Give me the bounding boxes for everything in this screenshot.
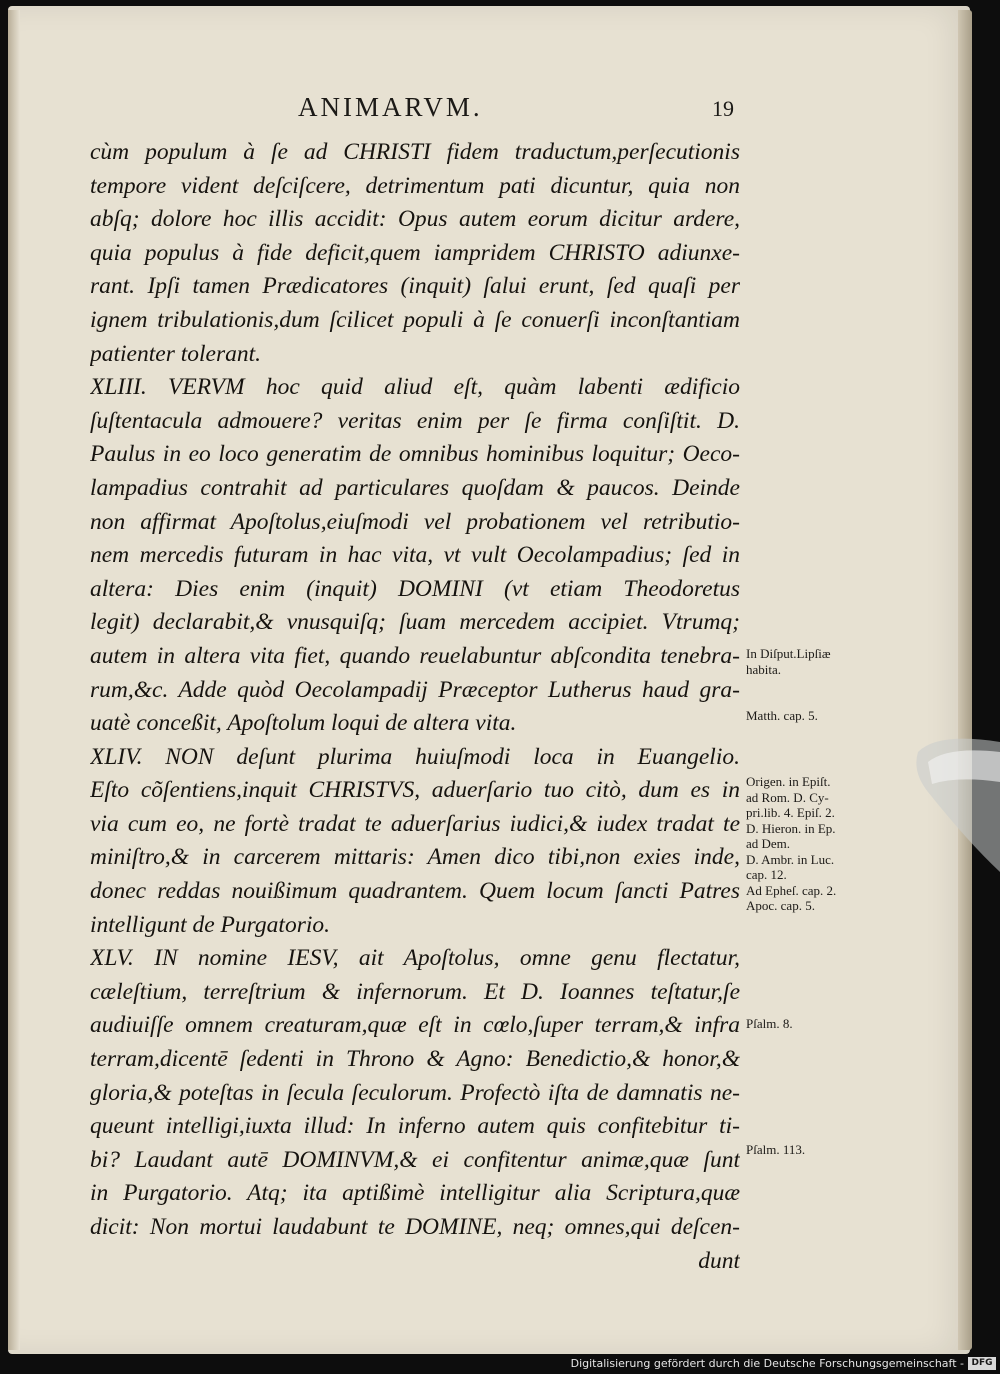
- text-line: XLV. IN nomine IESV, ait Apoſtolus, omne genu flectatur,: [90, 945, 740, 972]
- margin-note-line: Apoc. cap. 5.: [746, 898, 815, 913]
- text-line: rum,&c. Adde quòd Oecolampadij Præceptor Lutherus haud gra-: [90, 676, 740, 703]
- text-line: XLIV. NON deſunt plurima huiuſmodi loca in Euangelio.: [90, 743, 740, 770]
- text-line: Eſto cõſentiens,inquit CHRISTVS, aduerſario tuo citò, dum es in: [90, 777, 740, 804]
- margin-note-line: cap. 12.: [746, 867, 787, 882]
- page-binding: [8, 10, 20, 1350]
- text-line: terram,dicentē ſedenti in Throno & Agno: Benedictio,& honor,&: [90, 1046, 740, 1073]
- running-title: ANIMARVM.: [298, 92, 483, 122]
- text-line: patienter tolerant.: [90, 340, 262, 367]
- dfg-logo: DFG: [968, 1357, 996, 1370]
- text-line: gloria,& poteſtas in ſecula ſeculorum. Profectò iſta de damnatis ne-: [90, 1079, 740, 1106]
- margin-note: [746, 708, 818, 724]
- text-line: audiuiſſe omnem creaturam,quæ eſt in cœlo,ſuper terram,& infra: [90, 1012, 740, 1039]
- text-line: non affirmat Apoſtolus,eiuſmodi vel probationem vel retributio-: [90, 508, 740, 535]
- margin-note-line: D. Hieron. in Ep.: [746, 820, 836, 836]
- text-line: Paulus in eo loco generatim de omnibus hominibus loquitur; Oeco-: [90, 441, 740, 468]
- page-clip-shadow: [908, 722, 1000, 882]
- margin-note: [746, 646, 831, 677]
- margin-note-line: Origen. in Epiſt.: [746, 774, 831, 789]
- text-line: donec reddas nouißimum quadrantem. Quem locum ſancti Patres: [90, 878, 740, 905]
- text-line: ſuſtentacula admouere? veritas enim per ſe firma conſiſtit. D.: [90, 407, 740, 434]
- footer-bar: [0, 1354, 1000, 1374]
- text-line: cæleſtium, terreſtrium & infernorum. Et D. Ioannes teſtatur,ſe: [90, 978, 740, 1005]
- text-line: ignem tribulationis,dum ſcilicet populi à ſe conuerſi inconſtantiam: [90, 306, 740, 333]
- margin-note-line: habita.: [746, 661, 782, 677]
- margin-note: [746, 1016, 793, 1032]
- text-line: abſq; dolore hoc illis accidit: Opus autem eorum dicitur ardere,: [90, 206, 740, 233]
- footer-credit: Digitalisierung gefördert durch die Deutsche Forschungsgemeinschaft -: [570, 1357, 964, 1370]
- body-text: [90, 136, 740, 1278]
- margin-note-line: Pſalm. 8.: [746, 1016, 793, 1031]
- text-line: uatè conceßit, Apoſtolum loqui de altera vita.: [90, 710, 517, 737]
- margin-note-line: Matth. cap. 5.: [746, 708, 818, 723]
- text-line: bi? Laudant autē DOMINVM,& ei confitentur animæ,quæ ſunt: [90, 1146, 740, 1173]
- text-line: rant. Ipſi tamen Prædicatores (inquit) ſalui erunt, ſed quaſi per: [90, 273, 740, 300]
- margin-note-line: In Diſput.Lipſiæ: [746, 646, 831, 661]
- margin-note-line: D. Ambr. in Luc.: [746, 851, 835, 867]
- page-edge: [958, 10, 972, 1350]
- text-line: in Purgatorio. Atq; ita aptißimè intelligitur alia Scriptura,quæ: [90, 1180, 740, 1207]
- text-line: nem mercedis futuram in hac vita, vt vult Oecolampadius; ſed in: [90, 542, 740, 569]
- page-header: [0, 92, 1000, 132]
- text-line: cùm populum à ſe ad CHRISTI fidem traductum,perſecutionis: [90, 139, 740, 165]
- text-line: lampadius contrahit ad particulares quoſdam & paucos. Deinde: [90, 474, 740, 501]
- margin-note: [746, 1142, 805, 1158]
- margin-note: [746, 774, 836, 914]
- text-line: quia populus à fide deficit,quem iampridem CHRISTO adiunxe-: [90, 239, 740, 266]
- text-line: XLIII. VERVM hoc quid aliud eſt, quàm labenti ædificio: [90, 374, 740, 401]
- text-line: dicit: Non mortui laudabunt te DOMINE, neq; omnes,qui deſcen-: [90, 1214, 740, 1240]
- text-line: altera: Dies enim (inquit) DOMINI (vt etiam Theodoretus: [90, 575, 740, 602]
- text-line: tempore vident deſciſcere, detrimentum pati dicuntur, quia non: [90, 172, 740, 199]
- margin-note-line: ad Dem.: [746, 836, 791, 851]
- page-number: 19: [712, 96, 734, 121]
- margin-note-line: Ad Epheſ. cap. 2.: [746, 882, 837, 898]
- catchword: dunt: [698, 1247, 740, 1274]
- text-line: queunt intelligi,iuxta illud: In inferno autem quis confitebitur ti-: [90, 1113, 740, 1140]
- margin-note-line: ad Rom. D. Cy-: [746, 789, 829, 805]
- text-line: legit) declarabit,& vnusquiſq; ſuam mercedem accipiet. Vtrumq;: [90, 609, 740, 636]
- margin-note-line: pri.lib. 4. Epiſ. 2.: [746, 805, 835, 820]
- text-line: intelligunt de Purgatorio.: [90, 911, 330, 938]
- text-line: miniſtro,& in carcerem mittaris: Amen dico tibi,non exies inde,: [90, 844, 740, 871]
- text-line: autem in altera vita fiet, quando reuelabuntur abſcondita tenebra-: [90, 642, 740, 669]
- margin-note-line: Pſalm. 113.: [746, 1142, 806, 1157]
- text-line: via cum eo, ne fortè tradat te aduerſarius iudici,& iudex tradat te: [90, 810, 740, 837]
